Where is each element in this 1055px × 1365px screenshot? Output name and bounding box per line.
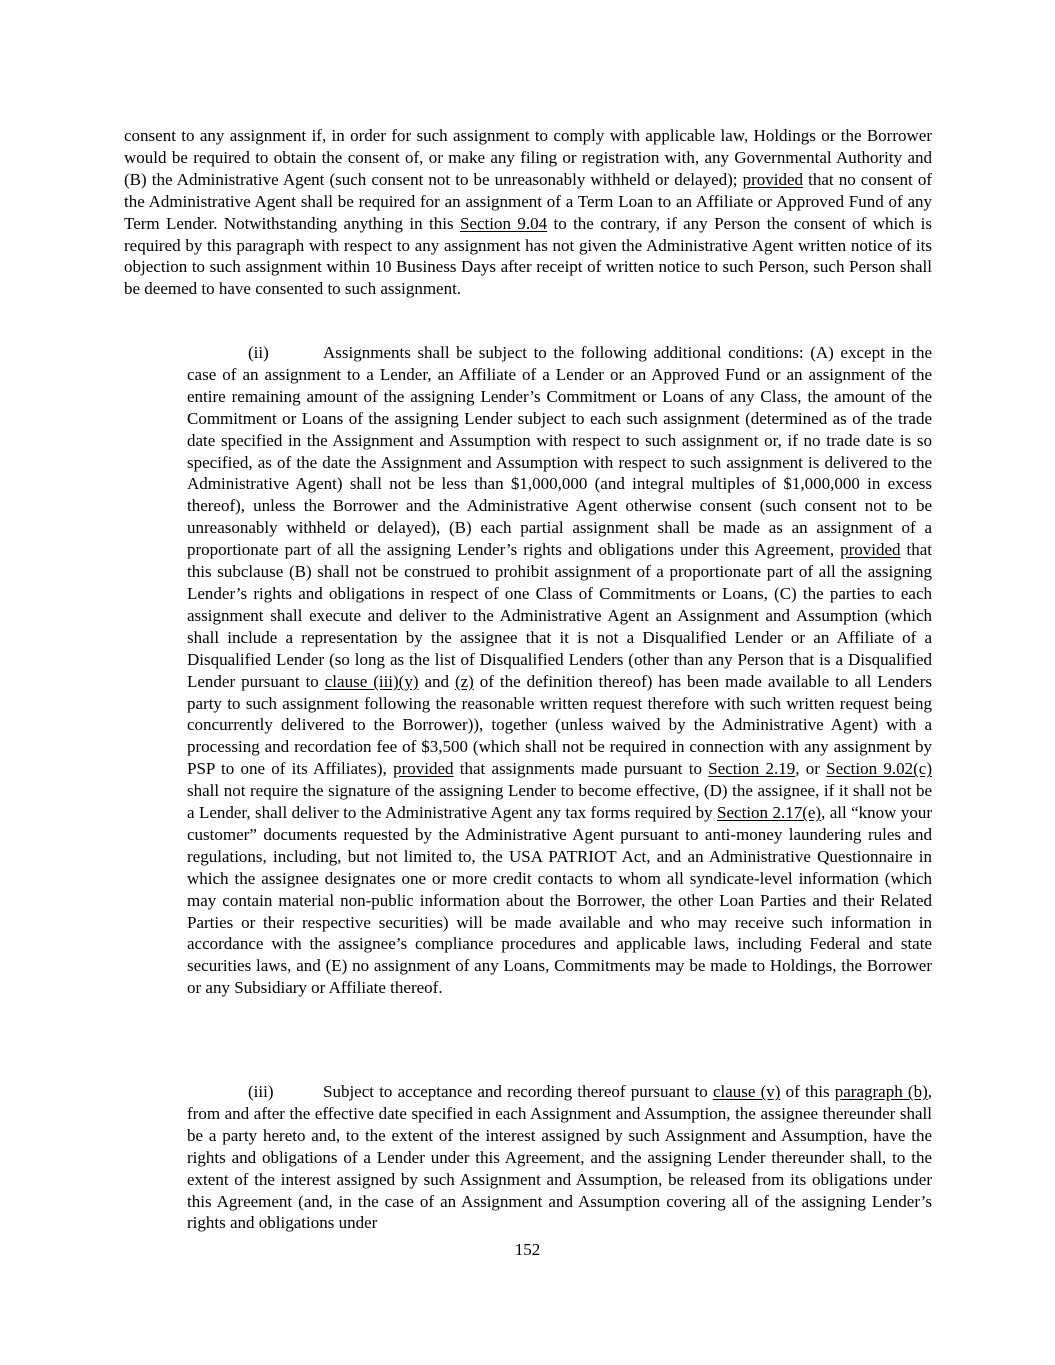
paragraph-reference: paragraph (b) — [834, 1082, 928, 1101]
paragraph-text: , from and after the effective date specified in each Assignment and Assumption, the assignee thereunder shall be a party hereto and, to the extent of the interest assigned by such Assignment and Assumption, have the rights and obligations of a Lender under this Agreement, and the assigning Lender thereunder shall, to the extent of the interest assigned by such Assignment and Assumption, be released from its obligations under this Agreement (and, in the case of an Assignment and Assumption covering all of the assigning Lender’s rights and obligations under — [187, 1082, 932, 1233]
paragraph-consent — [124, 125, 932, 300]
paragraph-text: that assignments made pursuant to — [453, 759, 709, 779]
paragraph-text: of this — [780, 1082, 835, 1101]
clause-number: (iii) — [248, 1082, 274, 1101]
clause-reference: clause (v) — [712, 1082, 781, 1101]
paragraph-text: and — [418, 671, 455, 691]
paragraph-ii — [187, 342, 932, 999]
section-reference: Section 2.17(e) — [717, 803, 822, 823]
paragraph-text: , all “know your customer” documents requested by the Administrative Agent pursuant to anti-money laundering rules and regulations, including, but not limited to, the USA PATRIOT Act, and an Administrative Questionnaire in which the assignee designates one or more credit contacts to whom all syndicate-level information (which may contain material non-public information about the Borrower, the other Loan Parties and their Related Parties or their respective securities) will be made available and who may receive such information in accordance with the assignee’s compliance procedures and applicable laws, including Federal and state securities laws, and (E) no assignment of any Loans, Commitments may be made to Holdings, the Borrower or any Subsidiary or Affiliate thereof. — [187, 803, 932, 998]
underlined-term-provided: provided — [393, 759, 454, 779]
page-number: 152 — [514, 1240, 541, 1259]
underlined-term-provided: provided — [742, 169, 804, 189]
paragraph-text: that this subclause (B) shall not be construed to prohibit assignment of a proportionate part of all the assigning Lender’s rights and obligations in respect of one Class of Commitments or Loans, (C) the parties to each assignment shall execute and deliver to the Administrative Agent an Assignment and Assumption (which shall include a representation by the assignee that it is not a Disqualified Lender or an Affiliate of a Disqualified Lender (so long as the list of Disqualified Lenders (other than any Person that is a Disqualified Lender pursuant to — [187, 540, 932, 691]
paragraph-text: of the definition thereof) has been made available to all Lenders party to such assignment following the reasonable written request therefore with such written request being concurrently delivered to the Borrower)), together (unless waived by the Administrative Agent) with a processing and recordation fee of $3,500 (which shall not be required in connection with any assignment by PSP to one of its Affiliates), — [187, 671, 933, 779]
paragraph-text: consent to any assignment if, in order for such assignment to comply with applicable law, Holdings or the Borrower would be required to obtain the consent of, or make any filing or registration with, any Governmental Authority and (B) the Administrative Agent (such consent not to be unreasonably withheld or delayed); — [124, 126, 932, 189]
section-reference: Section 9.02(c) — [826, 759, 932, 779]
clause-reference: (z) — [454, 671, 474, 691]
paragraph-text: to the contrary, if any Person the consent of which is required by this paragraph with respect to any assignment has not given the Administrative Agent written notice of its objection to such assignment within 10 Business Days after receipt of written notice to such Person, such Person shall be deemed to have consented to such assignment. — [124, 213, 932, 299]
section-reference: Section 9.04 — [459, 213, 548, 233]
clause-number: (ii) — [248, 343, 269, 362]
paragraph-text: Assignments shall be subject to the following additional conditions: (A) except in the case of an assignment to a Lender, an Affiliate of a Lender or an Approved Fund or an assignment of the entire remaining amount of the assigning Lender’s Commitment or Loans of any Class, the amount of the Commitment or Loans of the assigning Lender subject to each such assignment (determined as of the trade date specified in the Assignment and Assumption with respect to such assignment or, if no trade date is so specified, as of the date the Assignment and Assumption with respect to such assignment is delivered to the Administrative Agent) shall not be less than $1,000,000 (and integral multiples of $1,000,000 in excess thereof), unless the Borrower and the Administrative Agent otherwise consent (such consent not to be unreasonably withheld or delayed), (B) each partial assignment shall be made as an assignment of a proportionate part of all the assigning Lender’s rights and obligations under this Agreement, — [187, 343, 932, 560]
paragraph-iii — [187, 1081, 932, 1234]
paragraph-text: , or — [795, 759, 827, 779]
underlined-term-provided: provided — [840, 540, 901, 560]
section-reference: Section 2.19 — [708, 759, 796, 779]
clause-reference: clause (iii)(y) — [324, 671, 419, 691]
paragraph-text: Subject to acceptance and recording thereof pursuant to — [323, 1082, 713, 1101]
paragraph-text: shall not require the signature of the assigning Lender to become effective, (D) the assignee, if it shall not be a Lender, shall deliver to the Administrative Agent any tax forms required by — [187, 781, 932, 823]
paragraph-text: that no consent of the Administrative Agent shall be required for an assignment of a Term Loan to an Affiliate or Approved Fund of any Term Lender. Notwithstanding anything in this — [124, 169, 932, 233]
